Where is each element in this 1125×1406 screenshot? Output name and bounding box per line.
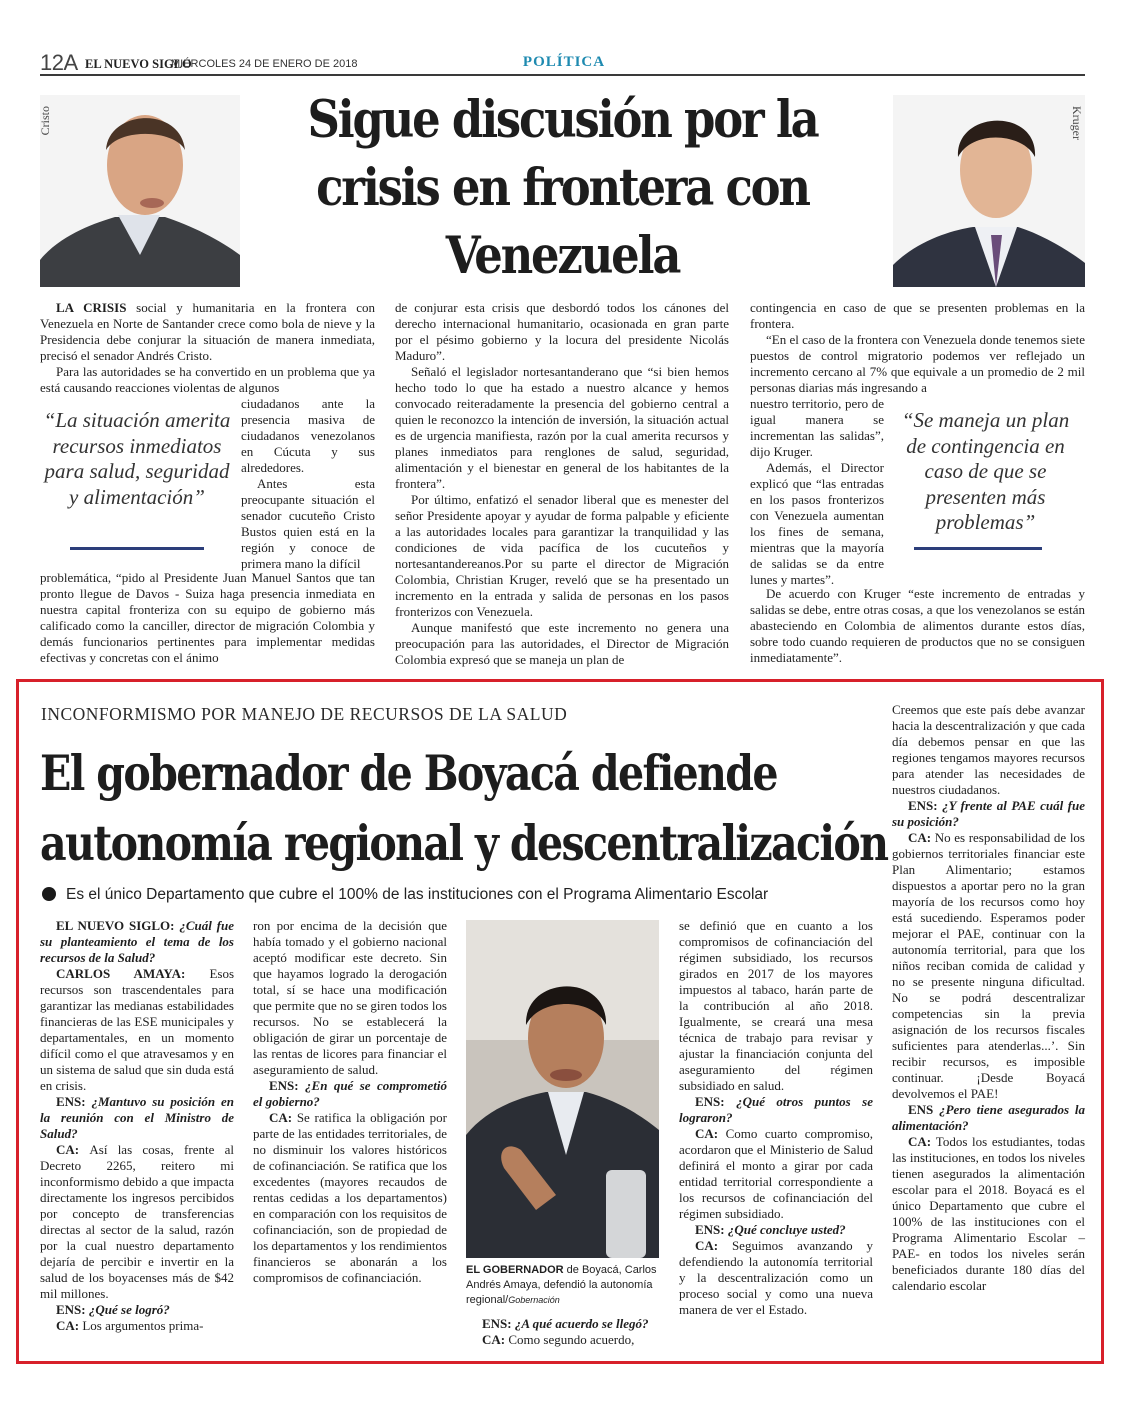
interviewee: CA: bbox=[482, 1332, 509, 1347]
top-col1-bottom bbox=[40, 570, 375, 666]
paragraph: social y humanitaria en la frontera con Venezuela en Norte de Santander crece como bola de nieve y la Presidencia debe conjurar la situación de manera inmediata, precisó el senador Andrés Cristo. bbox=[40, 300, 375, 363]
interviewer: ENS: bbox=[482, 1316, 515, 1331]
paragraph: nuestro territorio, pero de igual manera se incrementan las salidas”, dijo Kruger. bbox=[750, 396, 884, 459]
interviewee: CARLOS AMAYA: bbox=[56, 966, 210, 981]
photo-caption bbox=[466, 1263, 666, 1308]
subheadline bbox=[42, 886, 768, 904]
question: ¿A qué acuerdo se llegó? bbox=[514, 1316, 649, 1331]
paragraph: “En el caso de la frontera con Venezuela donde tenemos siete puestos de control migratorio podemos ver reflejado un incremento cercano al 7% que equivale a un promedio de 2 mil personas diarias más ingresando a bbox=[750, 332, 1085, 395]
paragraph: Por último, enfatizó el senador liberal que es menester del señor Presidente apoyar y ayudar de forma palpable y eficiente a las autoridades locales para garantizar la tranquilidad y las condiciones de vida pacífica de los cucuteños y nortesantandereanos.Por su parte el director de Migración Colombia, Christian Kruger, reveló que se ha presentado un incremento en la entrada y salida de personas en los pasos fronterizos con Venezuela. bbox=[395, 492, 729, 619]
photo-credit: Gobernación bbox=[508, 1295, 560, 1305]
answer: Esos recursos son trascendentales para garantizar las medianas estabilidades financieras de las ESE municipales y departamentales, en un momento difícil como el que atravesamos y en un sistema de salud que sin duda está en crisis. bbox=[40, 966, 234, 1093]
interviewee: CA: bbox=[56, 1318, 83, 1333]
question: ¿Mantuvo su posición en la reunión con el Ministro de Salud? bbox=[40, 1094, 234, 1141]
photo-label-cristo: Cristo bbox=[38, 106, 52, 136]
box-col1 bbox=[40, 918, 234, 1334]
box-headline bbox=[40, 738, 888, 878]
bullet-icon bbox=[42, 887, 56, 901]
answer: No es responsabilidad de los gobiernos territoriales financiar este Plan Alimentario; estamos dispuestos a aportar pero no la gran mayoría de los recursos como hoy está sucediendo. Esperamos poder mejorar el PAE, continuar con la autonomía territorial, para que los niños reciban comida de calidad y no se presente ninguna dificultad. No se podrá descentralizar competencias sin la previa asignación de los recursos fiscales suficientes para atenderlas...’. Sin recibir recursos, es imposible continuar. ¡Desde Boyacá devolvemos el PAE! bbox=[892, 830, 1085, 1101]
caption-text: de Boyacá, Carlos Andrés Amaya, defendió la autonomía regional/ bbox=[466, 1264, 657, 1306]
box-headline-line: El gobernador de Boyacá defiende bbox=[40, 744, 777, 802]
interviewer: EL NUEVO SIGLO: bbox=[56, 918, 180, 933]
answer: Los argumentos prima- bbox=[82, 1318, 204, 1333]
interviewee: CA: bbox=[908, 1134, 936, 1149]
interviewer: ENS: bbox=[695, 1094, 737, 1109]
box-col5 bbox=[892, 702, 1085, 1294]
pull-quote-right: “Se maneja un plan de contingencia en caso de que se presenten más problemas” bbox=[901, 408, 1070, 534]
interviewee: CA: bbox=[56, 1142, 90, 1157]
question: ¿Y frente al PAE cuál fue su posición? bbox=[892, 798, 1085, 829]
pull-quote-left: “La situación amerita recursos inmediatos para salud, seguridad y alimentación” bbox=[43, 408, 231, 509]
interviewer: ENS: bbox=[908, 798, 943, 813]
photo-cristo bbox=[40, 95, 240, 287]
top-col3-bottom bbox=[750, 586, 1085, 666]
photo-governor bbox=[466, 920, 659, 1258]
photo-kruger bbox=[893, 95, 1085, 287]
question: ¿En qué se comprometió el gobierno? bbox=[253, 1078, 448, 1109]
top-headline-line: Sigue discusión por la bbox=[307, 90, 818, 150]
paragraph: Para las autoridades se ha convertido en un problema que ya está causando reacciones violentas de algunos bbox=[40, 364, 375, 395]
quote-rule bbox=[914, 547, 1042, 550]
kicker: INCONFORMISMO POR MANEJO DE RECURSOS DE LA SALUD bbox=[41, 704, 568, 724]
interviewer: ENS: bbox=[56, 1302, 89, 1317]
quote-rule bbox=[70, 547, 204, 550]
paragraph: Además, el Director explicó que “las entradas en los pasos fronterizos con Venezuela aumentan los fines de semana, mientras que la mayoría de salidas se da entre lunes y martes”. bbox=[750, 460, 884, 587]
interviewer: ENS: bbox=[56, 1094, 92, 1109]
answer: Como cuarto compromiso, acordaron que el Ministerio de Salud definirá el monto a girar por cada entidad territorial correspondiente a los recursos de cofinanciación del régimen subsidiado. bbox=[679, 1126, 874, 1221]
paragraph: ciudadanos ante la presencia masiva de ciudadanos venezolanos en Cúcuta y sus alrededores. bbox=[241, 396, 375, 475]
top-col1-upper bbox=[40, 300, 375, 396]
paragraph: Creemos que este país debe avanzar hacia la descentralización y que cada día debemos pensar en que las regiones tengamos mayores recursos para atender las necesidades de nuestros ciudadanos. bbox=[892, 702, 1085, 797]
question: ¿Qué otros puntos se lograron? bbox=[679, 1094, 874, 1125]
interviewer: ENS: bbox=[695, 1222, 728, 1237]
top-headline-line: crisis en frontera con bbox=[316, 158, 809, 218]
box-col2 bbox=[253, 918, 447, 1286]
answer: Así las cosas, frente al Decreto 2265, reitero mi inconformismo debido a que impacta directamente los ingresos percibidos por concepto de transferencias directas al sector de la salud, razón por la cual nuestro departamento dejaría de percibir e invertir en la salud de los boyacenses más de $42 mil millones. bbox=[40, 1142, 235, 1301]
paragraph: ron por encima de la decisión que había tomado y el gobierno nacional aceptó modificar este decreto. Sin que hayamos logrado la derogación total, sí se hace una modificación que permite que no se giren todos los recursos. No se establecerá la obligación de girar un porcentaje de las rentas de licores para financiar el aseguramiento de salud. bbox=[253, 918, 447, 1077]
top-col2 bbox=[395, 300, 729, 668]
page-header bbox=[40, 50, 1085, 76]
answer: Se ratifica la obligación por parte de las entidades territoriales, de no disminuir los valores históricos de cofinanciación. Se ratifica que los excedentes (mayores recaudos de rentas cedidas a los departamentos) en comparación con los requisitos de cofinanciación, son de propiedad de los departamentos y los rendimientos financieros se abonarán a los compromisos de cofinanciación. bbox=[253, 1110, 448, 1285]
interviewer: ENS: bbox=[269, 1078, 306, 1093]
interviewee: CA: bbox=[269, 1110, 297, 1125]
paragraph: contingencia en caso de que se presenten problemas en la frontera. bbox=[750, 300, 1085, 331]
answer: Todos los estudiantes, todas las instituciones, en todos los niveles tienen asegurados la alimentación escolar para el 2018. Boyacá es el único Departamento que cubre el 100% de las instituciones con el Programa Alimentario Escolar –PAE- en todos los niveles serán beneficiados durante 180 días del calendario escolar bbox=[892, 1134, 1086, 1293]
question: ¿Pero tiene asegurados la alimentación? bbox=[892, 1102, 1085, 1133]
photo-label-kruger: Kruger bbox=[1070, 106, 1084, 140]
question: ¿Qué se logró? bbox=[88, 1302, 170, 1317]
box-col4 bbox=[679, 918, 873, 1318]
subheadline-text: Es el único Departamento que cubre el 100% de las instituciones con el Programa Alimentario Escolar bbox=[66, 886, 769, 903]
top-col3-narrow bbox=[750, 396, 884, 588]
interviewee: CA: bbox=[695, 1238, 732, 1253]
answer: Seguimos avanzando y defendiendo la autonomía territorial y la descentralización como un proceso social y como una nueva manera de ver el Estado. bbox=[679, 1238, 873, 1317]
interviewee: CA: bbox=[908, 830, 935, 845]
box-headline-line: autonomía regional y descentralización bbox=[40, 814, 888, 872]
question: ¿Qué concluye usted? bbox=[727, 1222, 846, 1237]
interviewer: ENS bbox=[908, 1102, 940, 1117]
paragraph: De acuerdo con Kruger “este incremento de entradas y salidas se debe, entre otras cosas, a que los venezolanos se están abasteciendo en Colombia de alimentos durante estos días, sobre todo cuando requieren de productos que no se consiguen inmediatamente”. bbox=[750, 586, 1085, 665]
paragraph: Señaló el legislador nortesantanderano que “si bien hemos hecho todo lo que ha estado a nuestro alcance y hemos convocado reiteradamente la presencia del gobierno central a quien le reconozco la intención de inversión, la situación actual es de urgencia manifiesta, razón por la cual amerita recursos y planes inmediatos para renglones de salud, seguridad, alimentación y el bienestar en general de los habitantes de la frontera”. bbox=[395, 364, 729, 491]
paragraph: problemática, “pido al Presidente Juan Manuel Santos que tan pronto llegue de Davos - Suiza haga presencia inmediata en nuestra capital fronteriza con su equipo de gobierno más calificado como la canciller, director de migración Colombia y demás funcionarios pertinentes para implementar medidas efectivas y concretas con el ánimo bbox=[40, 570, 375, 665]
interviewee: CA: bbox=[695, 1126, 726, 1141]
page-number: 12A bbox=[40, 50, 78, 75]
paragraph: de conjurar esta crisis que desbordó todos los cánones del derecho internacional humanitario, ocasionada en gran parte por el pésimo gobierno y la locura del presidente Nicolás Maduro”. bbox=[395, 300, 729, 363]
box-col3 bbox=[466, 1316, 660, 1348]
top-headline-line: Venezuela bbox=[445, 226, 680, 286]
paragraph: Antes esta preocupante situación el senador cucuteño Cristo Bustos quien está en la región y conoce de primera mano la difícil bbox=[241, 476, 375, 571]
newspaper-name: EL NUEVO SIGLO bbox=[85, 57, 192, 71]
question: ¿Cuál fue su planteamiento el tema de los recursos de la Salud? bbox=[40, 918, 235, 965]
caption-lead: EL GOBERNADOR bbox=[466, 1264, 564, 1276]
paragraph: se definió que en cuanto a los compromisos de cofinanciación del régimen subsidiado, los recursos girados en 2017 de los mayores impuestos al tabaco, harán parte de la contribución al año 2018. Igualmente, se creará una mesa técnica de trabajo para revisar y ajustar la financiación conjunta del aseguramiento del régimen subsidiado en salud. bbox=[679, 918, 873, 1093]
section-title: POLÍTICA bbox=[522, 54, 606, 70]
top-col3-upper bbox=[750, 300, 1085, 396]
lead-word: LA CRISIS bbox=[56, 300, 127, 315]
issue-date: MIÉRCOLES 24 DE ENERO DE 2018 bbox=[171, 58, 358, 70]
top-headline bbox=[288, 86, 838, 290]
top-col1-narrow bbox=[241, 396, 375, 572]
paragraph: Aunque manifestó que este incremento no genera una preocupación para las autoridades, el Director de Migración Colombia expresó que se maneja un plan de bbox=[395, 620, 729, 667]
answer: Como segundo acuerdo, bbox=[508, 1332, 635, 1347]
